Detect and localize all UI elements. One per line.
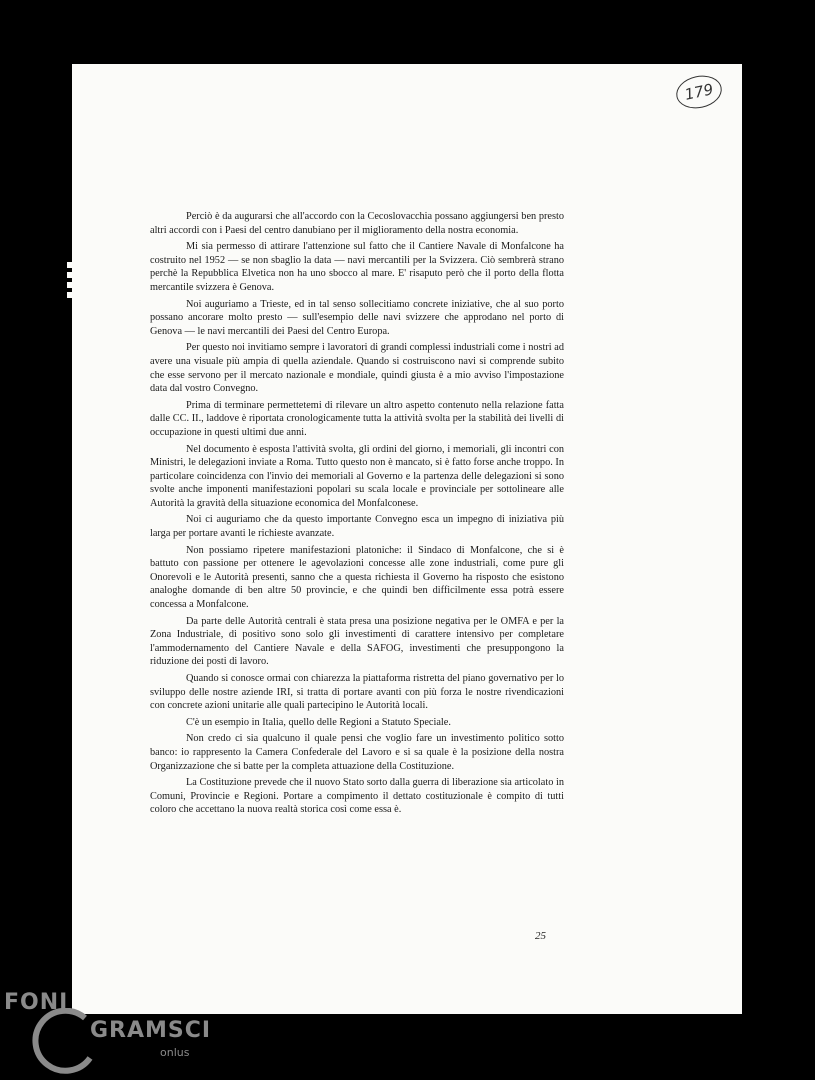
watermark-logo: [0, 990, 212, 1080]
binding-marks: [67, 262, 74, 306]
paragraph: Non credo ci sia qualcuno il quale pensi che voglio fare un investimento politico sotto banco: io rappresento la Camera Confederale del Lavoro e si sa quale è la posizione della nostra Organizzazione che si batte per la completa attuazione della Costituzione.: [150, 733, 564, 772]
paragraph: Noi ci auguriamo che da questo importante Convegno esca un impegno di iniziativa più larga per portare avanti le richieste avanzate.: [150, 514, 564, 540]
paragraph: Da parte delle Autorità centrali è stata presa una posizione negativa per le OMFA e per la Zona Industriale, di positivo sono solo gli investimenti di carattere intensivo per completare l'ammodernamento del Cantiere Navale e della SAFOG, investimenti che presuppongono la riduzione dei posti di lavoro.: [150, 615, 564, 668]
page-number: 25: [535, 930, 546, 942]
paragraph: Perciò è da augurarsi che all'accordo con la Cecoslovacchia possano aggiungersi ben presto altri accordi con i Paesi del centro danubiano per il miglioramento della nostra economia.: [150, 211, 564, 236]
body-text: [150, 210, 564, 820]
binding-mark: [67, 262, 72, 268]
paragraph: Prima di terminare permettetemi di rilevare un altro aspetto contenuto nella relazione fatta dalle CC. II., laddove è riportata cronologicamente tutta la attività svolta per la stabilità dei livelli di occupazione in questi ultimi due anni.: [150, 399, 564, 438]
paragraph: Non possiamo ripetere manifestazioni platoniche: il Sindaco di Monfalcone, che si è battuto con passione per ottenere le agevolazioni concesse alle zone industriali, come pure gli Onorevoli e le Autorità presenti, sanno che a questa richiesta il Governo ha risposto che esistono analoghe domande di ben altre 50 provincie, e che quindi ben difficilmente essa potrà essere concessa a Monfalcone.: [150, 544, 564, 611]
paragraph: Quando si conosce ormai con chiarezza la piattaforma ristretta del piano governativo per lo sviluppo delle nostre aziende IRI, si tratta di portare avanti con più forza le nostre rivendicazioni con concrete azioni unitarie alle quali partecipino le Autorità locali.: [150, 673, 564, 712]
paragraph: Noi auguriamo a Trieste, ed in tal senso sollecitiamo concrete iniziative, che al suo porto possano ancorare molto presto — sull'esempio delle navi svizzere che approdano nel porto di Genova — le navi mercantili dei Paesi del Centro Europa.: [150, 298, 564, 337]
paragraph: Mi sia permesso di attirare l'attenzione sul fatto che il Cantiere Navale di Monfalcone ha costruito nel 1952 — se non sbaglio la data — navi mercantili per la Svizzera. Ciò sembrerà strano perchè la Repubblica Elvetica non ha uno sbocco al mare. E' risaputo però che il porto della flotta mercantile svizzera è Genova.: [150, 241, 564, 293]
logo-text-gramsci: GRAMSCI: [90, 1018, 212, 1043]
paragraph: Per questo noi invitiamo sempre i lavoratori di grandi complessi industriali come i nostri ad avere una visuale più ampia di quella aziendale. Quando si costruiscono navi si comprende subito che esse servono per il mercato nazionale e mondiale, quindi giusta è a mio avviso l'impostazione data dal vostro Convegno.: [150, 342, 564, 395]
document-page: [72, 64, 742, 1014]
logo-text-foni: FONI: [4, 990, 69, 1015]
handwritten-page-annotation: 179: [673, 72, 725, 113]
paragraph: C'è un esempio in Italia, quello delle Regioni a Statuto Speciale.: [186, 716, 451, 728]
logo-text-onlus: onlus: [160, 1046, 190, 1059]
paragraph: Nel documento è esposta l'attività svolta, gli ordini del giorno, i memoriali, gli incontri con Ministri, le delegazioni inviate a Roma. Tutto questo non è mancato, si è fatto forse anche troppo. In particolare coincidenza con l'invio dei memoriali al Governo e la partenza delle delegazioni si sono svolte anche imponenti manifestazioni popolari su scala locale e provinciale per sottolineare alle Autorità la gravità della situazione economica del Monfalconese.: [150, 443, 564, 509]
binding-mark: [67, 272, 72, 278]
paragraph: La Costituzione prevede che il nuovo Stato sorto dalla guerra di liberazione sia articolato in Comuni, Provincie e Regioni. Portare a compimento il dettato costituzionale è compito di tutti coloro che accettano la nuova realtà storica così come essa è.: [150, 777, 564, 816]
binding-mark: [67, 282, 72, 288]
binding-mark: [67, 292, 72, 298]
